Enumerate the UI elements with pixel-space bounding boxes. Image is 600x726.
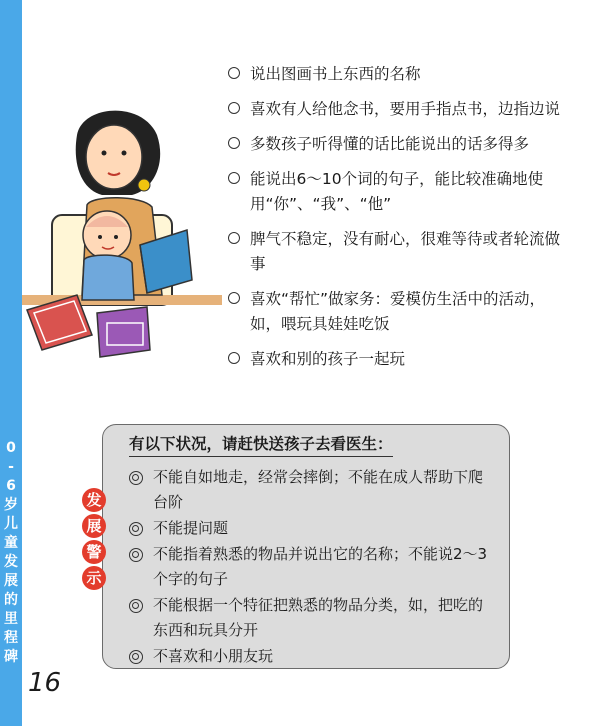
side-title-char: 童 — [4, 535, 18, 551]
milestone-text: 脾气不稳定，没有耐心，很难等待或者轮流做事 — [250, 230, 561, 273]
side-title-char: 发 — [4, 554, 18, 570]
warning-list — [127, 465, 497, 670]
double-circle-bullet-icon — [129, 599, 143, 613]
list-item — [228, 97, 568, 122]
warning-text: 不能根据一个特征把熟悉的物品分类，如，把吃的东西和玩具分开 — [153, 596, 484, 639]
warning-tag — [82, 488, 106, 590]
circle-bullet-icon — [228, 232, 240, 244]
list-item — [127, 465, 497, 515]
side-title-char: 岁 — [4, 497, 18, 513]
warning-tag-char: 展 — [82, 514, 106, 538]
list-item — [228, 347, 568, 372]
circle-bullet-icon — [228, 137, 240, 149]
side-title-char: 碑 — [4, 649, 18, 665]
milestone-text: 喜欢“帮忙”做家务：爱模仿生活中的活动，如，喂玩具娃娃吃饭 — [250, 290, 546, 333]
circle-bullet-icon — [228, 172, 240, 184]
list-item — [127, 516, 497, 541]
page-number: 16 — [28, 668, 62, 698]
side-title-char: 0 — [6, 440, 16, 456]
side-title-char: 程 — [4, 630, 18, 646]
warning-text: 不能提问题 — [153, 519, 229, 537]
milestone-text: 能说出6～10个词的句子，能比较准确地使用“你”、“我”、“他” — [250, 170, 544, 213]
double-circle-bullet-icon — [129, 650, 143, 664]
double-circle-bullet-icon — [129, 548, 143, 562]
list-item — [228, 167, 568, 217]
list-item — [127, 644, 497, 669]
side-title-char: 的 — [4, 592, 18, 608]
list-item — [228, 227, 568, 277]
milestone-text: 喜欢有人给他念书，要用手指点书，边指边说 — [250, 100, 561, 118]
mother-reading-illustration — [22, 95, 222, 370]
circle-bullet-icon — [228, 352, 240, 364]
side-title-char: 里 — [4, 611, 18, 627]
list-item — [228, 132, 568, 157]
side-title-char: 6 — [6, 478, 16, 494]
circle-bullet-icon — [228, 292, 240, 304]
list-item — [228, 287, 568, 337]
milestone-text: 说出图画书上东西的名称 — [250, 65, 421, 83]
warning-title: 有以下状况，请赶快送孩子去看医生： — [129, 433, 393, 457]
milestone-text: 喜欢和别的孩子一起玩 — [250, 350, 406, 368]
milestone-list — [228, 62, 568, 382]
list-item — [127, 593, 497, 643]
warning-text: 不喜欢和小朋友玩 — [153, 647, 274, 665]
warning-tag-char: 发 — [82, 488, 106, 512]
warning-tag-char: 警 — [82, 540, 106, 564]
list-item — [228, 62, 568, 87]
warning-tag-char: 示 — [82, 566, 106, 590]
side-title-char: 展 — [4, 573, 18, 589]
milestone-text: 多数孩子听得懂的话比能说出的话多得多 — [250, 135, 530, 153]
book-title-vertical — [0, 440, 22, 665]
double-circle-bullet-icon — [129, 471, 143, 485]
circle-bullet-icon — [228, 67, 240, 79]
double-circle-bullet-icon — [129, 522, 143, 536]
warning-text: 不能指着熟悉的物品并说出它的名称；不能说2～3个字的句子 — [153, 545, 488, 588]
list-item — [127, 542, 497, 592]
side-title-char: 儿 — [4, 516, 18, 532]
circle-bullet-icon — [228, 102, 240, 114]
warning-text: 不能自如地走，经常会摔倒；不能在成人帮助下爬台阶 — [153, 468, 484, 511]
development-warning-box — [102, 424, 510, 669]
side-title-char: - — [8, 459, 14, 475]
